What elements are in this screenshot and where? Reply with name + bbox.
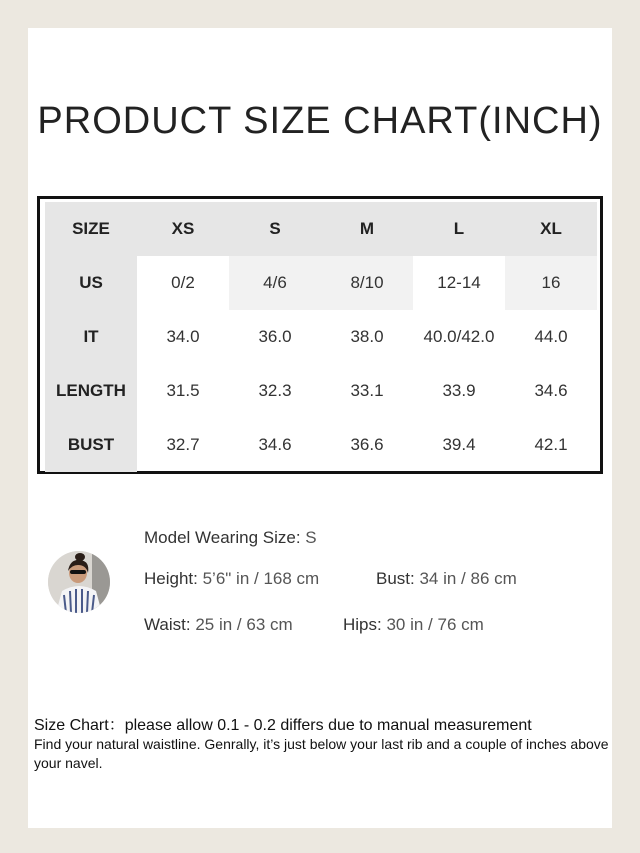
table-cell: 44.0 (534, 327, 568, 346)
model-bust (376, 569, 517, 589)
hips-value: 30 in / 76 cm (386, 615, 484, 634)
table-cell: 4/6 (229, 256, 321, 310)
table-cell: 32.7 (166, 435, 200, 454)
table-header-row (45, 202, 597, 256)
wearing-value: S (305, 528, 317, 547)
table-cell: 34.0 (166, 327, 200, 346)
row-label: IT (45, 310, 137, 364)
table-cell: 8/10 (321, 256, 413, 310)
table-cell: 39.4 (442, 435, 476, 454)
height-label: Height: (144, 569, 203, 588)
size-table-frame (37, 196, 603, 474)
header-cell: L (413, 202, 505, 256)
table-cell: 12-14 (437, 273, 481, 292)
table-cell: 32.3 (258, 381, 292, 400)
wearing-label: Model Wearing Size: (144, 528, 306, 547)
table-cell: 36.0 (258, 327, 292, 346)
model-avatar (48, 551, 110, 613)
bust-value: 34 in / 86 cm (419, 569, 517, 588)
table-cell: 40.0/42.0 (423, 327, 495, 346)
header-cell: XS (137, 202, 229, 256)
table-cell: 34.6 (534, 381, 568, 400)
table-cell: 34.6 (258, 435, 292, 454)
table-cell: 38.0 (350, 327, 384, 346)
page-title: PRODUCT SIZE CHART(INCH) (37, 100, 603, 142)
table-cell: 42.1 (534, 435, 568, 454)
note-line-2: Find your natural waistline. Genrally, it’s just below your last rib and a couple of inches above your navel. (34, 736, 609, 771)
waist-label: Waist: (144, 615, 196, 634)
table-cell: 36.6 (350, 435, 384, 454)
waist-value: 25 in / 63 cm (195, 615, 293, 634)
table-row (45, 418, 597, 472)
header-cell: S (229, 202, 321, 256)
row-label: LENGTH (45, 364, 137, 418)
model-wearing-size (144, 528, 317, 548)
table-row (45, 364, 597, 418)
model-waist (144, 615, 293, 635)
row-label: US (45, 256, 137, 310)
table-cell: 33.1 (350, 381, 384, 400)
note-line-1: Size Chart：please allow 0.1 - 0.2 differs due to manual measurement (34, 717, 532, 734)
measurement-note (34, 716, 619, 773)
model-photo-icon (48, 551, 110, 613)
header-cell: SIZE (45, 202, 137, 256)
model-hips (343, 615, 484, 635)
row-label: BUST (45, 418, 137, 472)
table-cell: 0/2 (171, 273, 195, 292)
hips-label: Hips: (343, 615, 387, 634)
header-cell: XL (505, 202, 597, 256)
table-row (45, 256, 597, 310)
table-cell: 16 (505, 256, 597, 310)
table-row (45, 310, 597, 364)
table-cell: 31.5 (166, 381, 200, 400)
model-height (144, 569, 319, 589)
table-cell: 33.9 (442, 381, 476, 400)
bust-label: Bust: (376, 569, 420, 588)
height-value: 5’6" in / 168 cm (202, 569, 320, 588)
size-table (45, 202, 597, 472)
header-cell: M (321, 202, 413, 256)
